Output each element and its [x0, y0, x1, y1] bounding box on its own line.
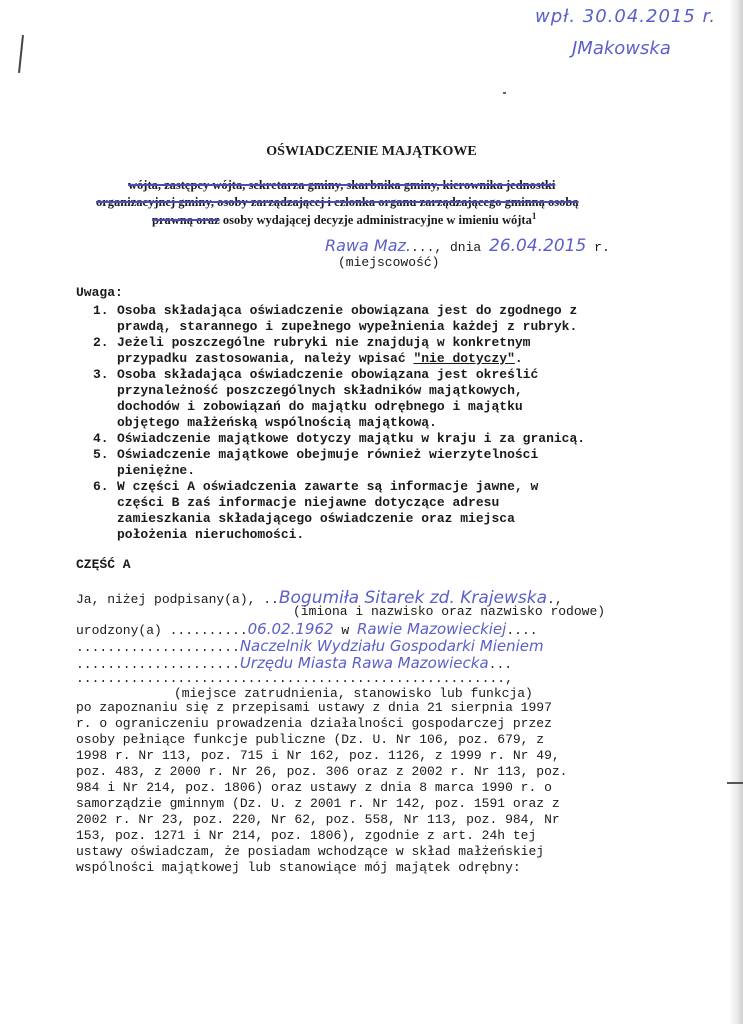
born-label: urodzony(a) — [76, 623, 170, 638]
subtitle-rest: osoby wydającej decyzje administracyjne w imieniu wójta — [219, 213, 532, 228]
list-item: 3. Osoba składająca oświadczenie obowiązana jest określić przynależność poszczególnych składników majątkowych, dochodów i zobowiązań do majątku odrębnego i majątku objętego małżeńską wspólnością majątkową. — [93, 367, 539, 430]
job-line-2: .....................Urzędu Miasta Rawa Mazowiecka... — [76, 654, 513, 672]
birth-place: Rawie Mazowieckiej — [356, 620, 507, 638]
declarant-line: Ja, niżej podpisany(a), ..Bogumiła Sitarek zd. Krajewska., — [76, 588, 563, 608]
dotted-line: ......................................................., — [76, 671, 513, 686]
job-workplace: Urzędu Miasta Rawa Mazowiecka — [239, 654, 489, 672]
place-value: Rawa Maz. — [325, 236, 411, 255]
place-date-line — [325, 238, 610, 256]
margin-mark — [18, 35, 24, 73]
list-item: 6. W części A oświadczenia zawarte są informacje jawne, w części B zaś informacje niejawne dotyczące adresu zamieszkania składającego oświadczenie oraz miejsca położenia nieruchomości. — [93, 479, 539, 542]
place-suffix: ..., dnia — [411, 240, 490, 255]
list-item: 5. Oświadczenie majątkowe obejmuje również wierzytelności pieniężne. — [93, 447, 539, 478]
footnote-mark: 1 — [531, 211, 537, 221]
declaration-body: po zapoznaniu się z przepisami ustawy z dnia 21 sierpnia 1997 r. o ograniczeniu prowadzenia działalności gospodarczej przez osoby pełniące funkcje publiczne (Dz. U. Nr 106, poz. 679, z 1998 r. Nr 113, poz. 715 i Nr 162, poz. 1126, z 1999 r. Nr 49, poz. 483, z 2000 r. Nr 26, poz. 306 oraz z 2002 r. Nr 113, poz. 984 i Nr 214, poz. 1806) oraz ustawy z dnia 8 marca 1990 r. o samorządzie gminnym (Dz. U. z 2001 r. Nr 142, poz. 1591 oraz z 2002 r. Nr 23, poz. 220, Nr 62, poz. 558, Nr 113, poz. 984, Nr 153, poz. 1271 i Nr 214, poz. 1806), zgodnie z art. 24h tej ustawy oświadczam, że posiadam wchodzące w skład małżeńskiej wspólności majątkowej lub stanowiące mój majątek odrębny: — [76, 700, 568, 875]
date-suffix: r. — [586, 240, 610, 255]
notes-list — [93, 303, 653, 543]
job-position: Naczelnik Wydziału Gospodarki Mieniem — [239, 637, 544, 655]
name-caption: (imiona i nazwisko oraz nazwisko rodowe) — [293, 604, 606, 619]
speck — [503, 92, 506, 94]
struck-line-2: organizacyjnej gminy, osoby zarządzającej i członka organu zarządzającego gminną osobą — [96, 195, 579, 209]
list-item: 1. Osoba składająca oświadczenie obowiązana jest do zgodnego z prawdą, starannego i zupełnego wypełnienia każdej z rubryk. — [93, 303, 578, 334]
declarant-label: Ja, niżej podpisany(a), — [76, 592, 264, 607]
date-value: 26.04.2015 — [489, 236, 587, 256]
receiver-signature: JMakowska — [572, 38, 671, 59]
workplace-caption: (miejsce zatrudnienia, stanowisko lub funkcja) — [174, 686, 533, 701]
place-caption: (miejscowość) — [338, 255, 440, 270]
part-a-heading: CZĘŚĆ A — [76, 557, 131, 572]
list-item: 4. Oświadczenie majątkowe dotyczy majątku w kraju i za granicą. — [93, 431, 586, 446]
birth-date: 06.02.1962 — [247, 620, 334, 638]
document-title: OŚWIADCZENIE MAJĄTKOWE — [266, 144, 477, 159]
struck-line-1: wójta, zastępcy wójta, sekretarza gminy, skarbnika gminy, kierownika jednostki — [128, 178, 556, 192]
struck-fragment: prawną oraz — [152, 213, 220, 228]
subtitle-line-3 — [152, 211, 536, 228]
declarant-name: Bogumiła Sitarek zd. Krajewska — [278, 588, 548, 608]
page-edge-mark — [727, 782, 743, 784]
job-line-1: .....................Naczelnik Wydziału Gospodarki Mieniem — [76, 637, 544, 655]
nie-dotyczy-phrase: "nie dotyczy" — [413, 351, 515, 366]
received-annotation: wpł. 30.04.2015 r. — [535, 6, 717, 27]
birth-line: urodzony(a) ..........06.02.1962 w Rawie Mazowieckiej.... — [76, 620, 538, 638]
notes-heading: Uwaga: — [76, 285, 123, 300]
list-item: 2. Jeżeli poszczególne rubryki nie znajdują w konkretnym przypadku zastosowania, należy wpisać "nie dotyczy". — [93, 335, 531, 366]
